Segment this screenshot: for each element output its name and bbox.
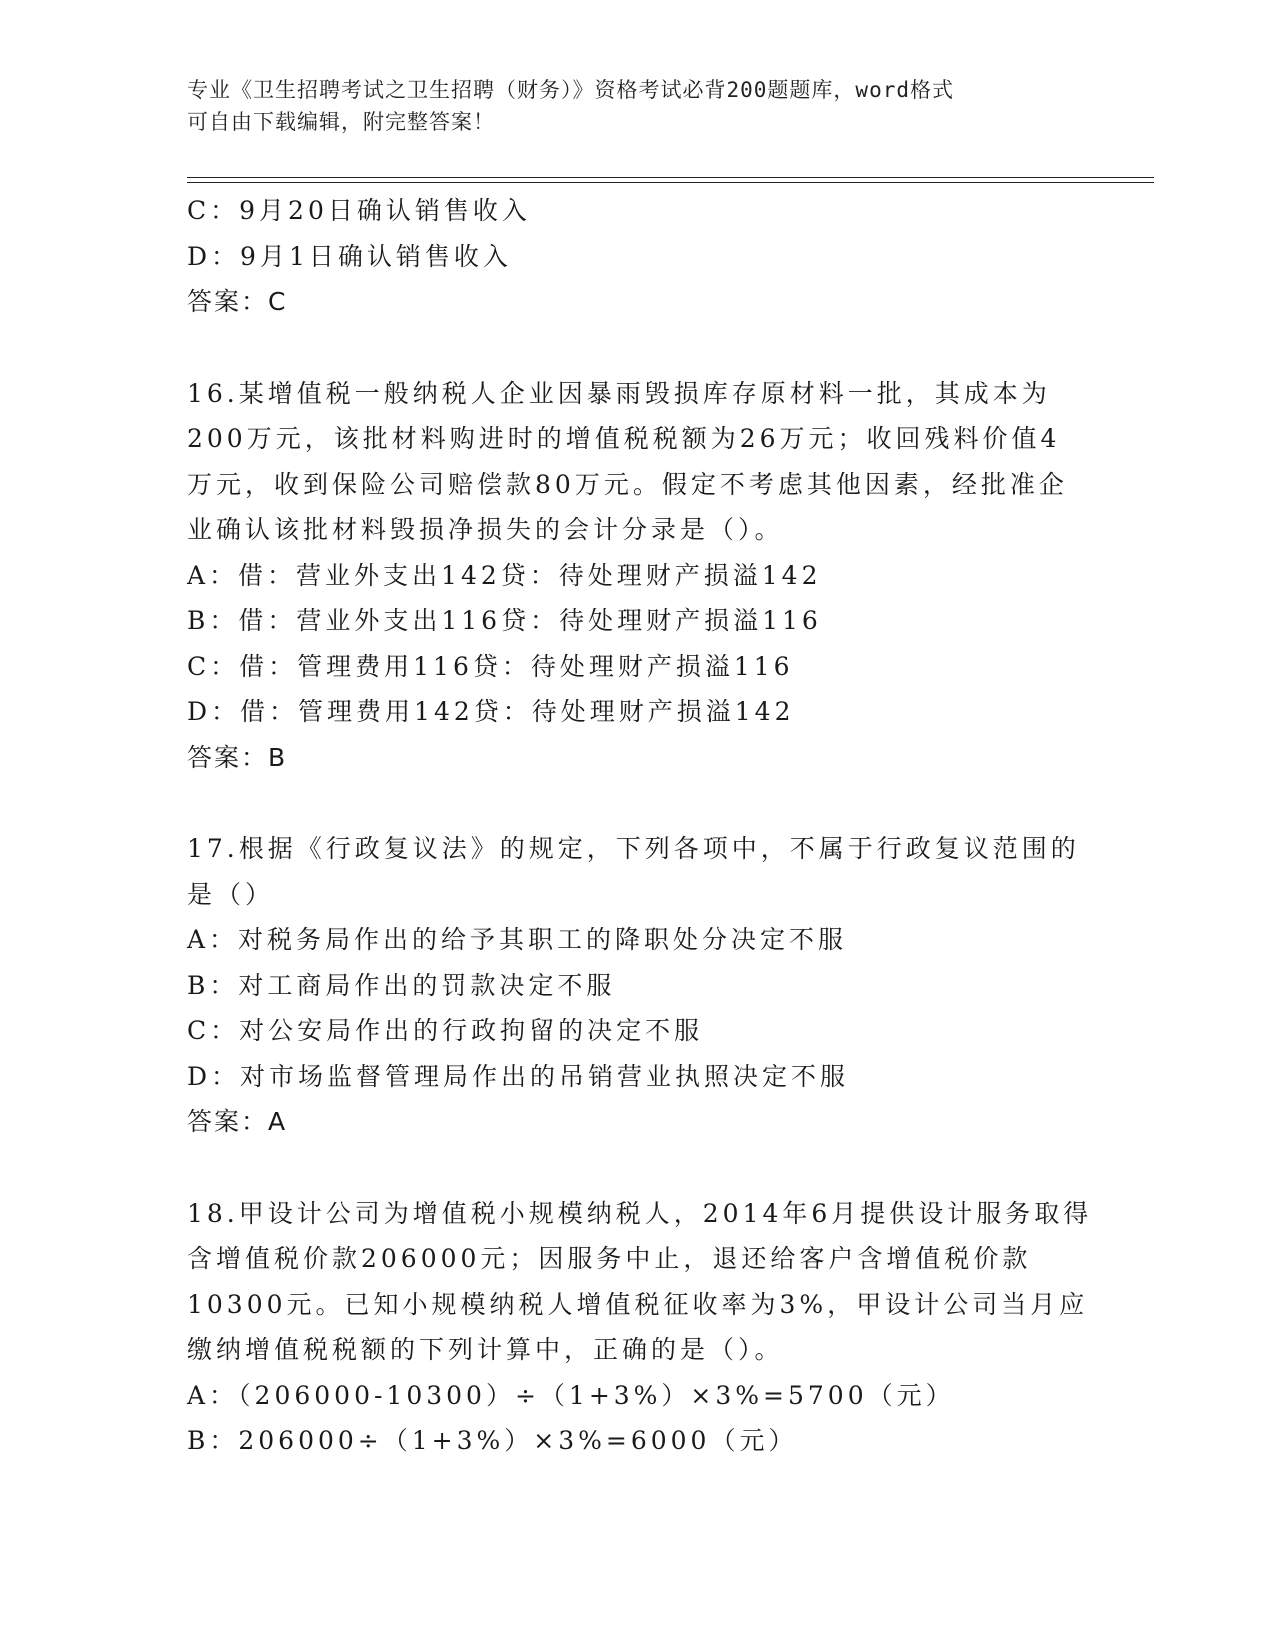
option-b: B：对工商局作出的罚款决定不服 bbox=[187, 970, 616, 1000]
option-c: C：借：管理费用116贷：待处理财产损溢116 bbox=[187, 651, 794, 681]
option-a: A：借：营业外支出142贷：待处理财产损溢142 bbox=[187, 560, 822, 590]
question-stem-line: 200万元，该批材料购进时的增值税税额为26万元；收回残料价值4 bbox=[187, 424, 1061, 453]
option-d: D：9月1日确认销售收入 bbox=[187, 241, 512, 271]
option-b: B：借：营业外支出116贷：待处理财产损溢116 bbox=[187, 606, 822, 635]
answer-line: 答案：A bbox=[187, 1107, 288, 1136]
question-stem-line: 含增值税价款206000元；因服务中止，退还给客户含增值税价款 bbox=[187, 1244, 1032, 1273]
header-title-line-2: 可自由下载编辑，附完整答案！ bbox=[187, 110, 495, 134]
question-17 bbox=[187, 826, 1087, 1145]
answer-line: 答案：C bbox=[187, 287, 288, 316]
option-d: D：借：管理费用142贷：待处理财产损溢142 bbox=[187, 697, 795, 726]
question-stem-line: 17.根据《行政复议法》的规定，下列各项中，不属于行政复议范围的 bbox=[187, 834, 1080, 863]
header-title-line-1: 专业《卫生招聘考试之卫生招聘（财务）》资格考试必背200题题库，word格式 bbox=[187, 78, 954, 102]
option-b: B：206000÷（1+3%）×3%=6000（元） bbox=[187, 1426, 798, 1455]
question-stem-line: 万元，收到保险公司赔偿款80万元。假定不考虑其他因素，经批准企 bbox=[187, 469, 1068, 499]
question-stem-line: 是（） bbox=[187, 879, 275, 909]
spacer bbox=[187, 780, 1087, 826]
question-stem-line: 缴纳增值税税额的下列计算中，正确的是（）。 bbox=[187, 1335, 784, 1364]
document-body bbox=[187, 188, 1093, 1464]
question-stem-line: 业确认该批材料毁损净损失的会计分录是（）。 bbox=[187, 515, 784, 544]
spacer bbox=[187, 325, 1087, 371]
option-d: D：对市场监督管理局作出的吊销营业执照决定不服 bbox=[187, 1061, 850, 1091]
header-divider-bottom bbox=[187, 182, 1154, 183]
question-stem-line: 16.某增值税一般纳税人企业因暴雨毁损库存原材料一批，其成本为 bbox=[187, 378, 1051, 408]
option-c: C：9月20日确认销售收入 bbox=[187, 196, 531, 225]
page-header bbox=[187, 74, 1087, 138]
header-divider-top bbox=[187, 177, 1154, 178]
question-18 bbox=[187, 1191, 1093, 1464]
option-a: A：对税务局作出的给予其职工的降职处分决定不服 bbox=[187, 925, 848, 954]
question-stem-line: 18.甲设计公司为增值税小规模纳税人，2014年6月提供设计服务取得 bbox=[187, 1198, 1093, 1228]
answer-line: 答案：B bbox=[187, 742, 288, 772]
question-stem-line: 10300元。已知小规模纳税人增值税征收率为3%，甲设计公司当月应 bbox=[187, 1289, 1089, 1319]
question-15-tail bbox=[187, 188, 1087, 325]
option-c: C：对公安局作出的行政拘留的决定不服 bbox=[187, 1016, 704, 1045]
spacer bbox=[187, 1145, 1087, 1191]
option-a: A：（206000-10300）÷（1+3%）×3%=5700（元） bbox=[187, 1380, 955, 1410]
question-16 bbox=[187, 371, 1087, 781]
